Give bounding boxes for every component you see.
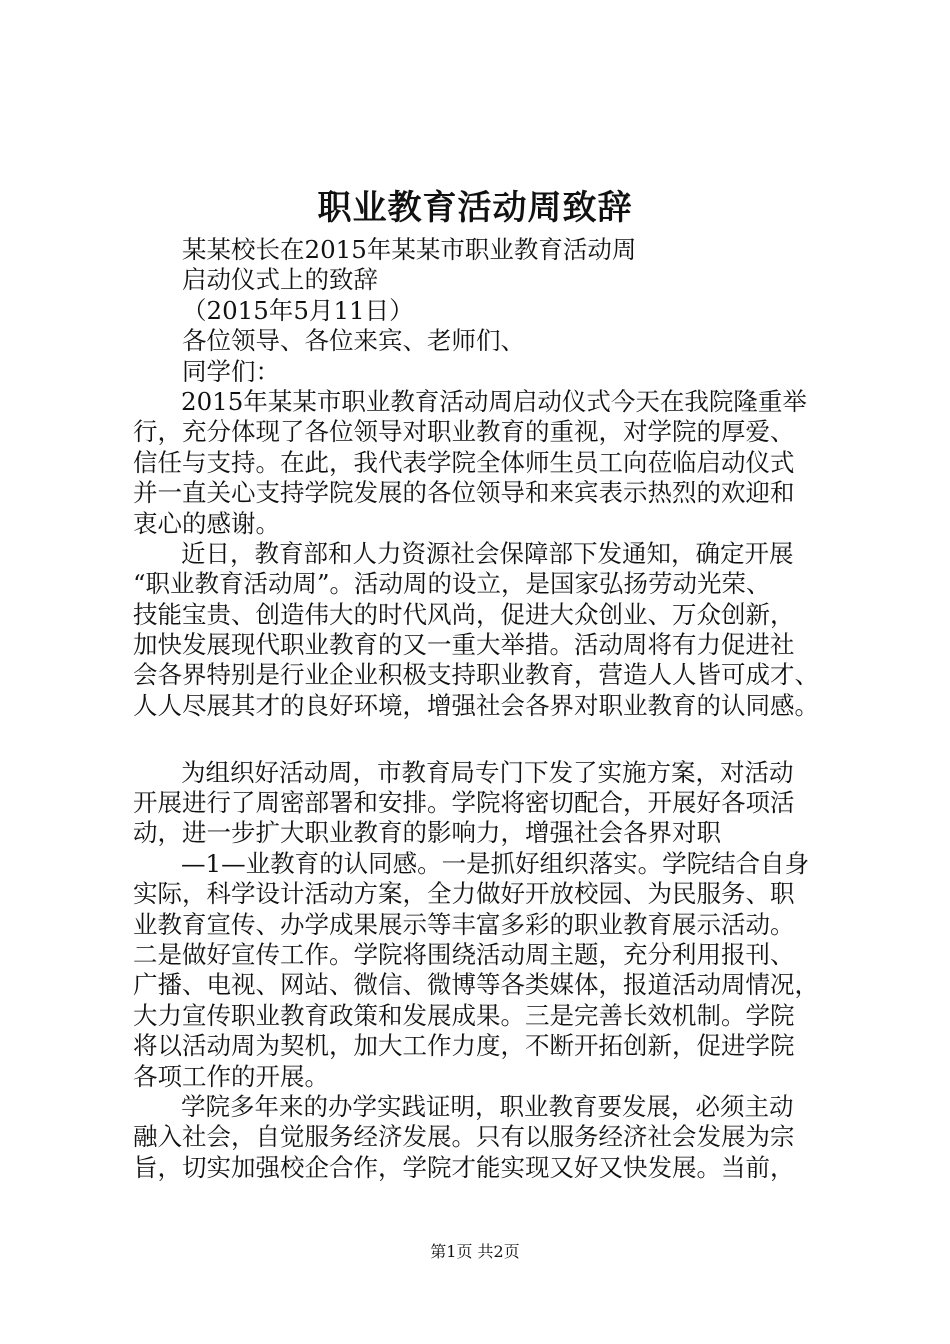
paragraph-line: 旨，切实加强校企合作，学院才能实现又好又快发展。当前， xyxy=(133,1152,795,1182)
paragraph-line: 各项工作的开展。 xyxy=(133,1061,329,1091)
document-body xyxy=(133,235,833,1183)
speech-date: （2015年5月11日） xyxy=(182,295,414,325)
subtitle-line-2: 启动仪式上的致辞 xyxy=(182,265,378,295)
paragraph-line: 人人尽展其才的良好环境，增强社会各界对职业教育的认同感。 xyxy=(133,690,819,720)
paragraph-line: 并一直关心支持学院发展的各位领导和来宾表示热烈的欢迎和 xyxy=(133,478,795,508)
paragraph-line: 技能宝贵、创造伟大的时代风尚，促进大众创业、万众创新， xyxy=(133,599,795,629)
paragraph-line: 将以活动周为契机，加大工作力度，不断开拓创新，促进学院 xyxy=(133,1031,795,1061)
paragraph-line: 为组织好活动周，市教育局专门下发了实施方案，对活动 xyxy=(181,757,794,787)
paragraph-line: 动，进一步扩大职业教育的影响力，增强社会各界对职 xyxy=(133,818,721,848)
paragraph-line: 开展进行了周密部署和安排。学院将密切配合，开展好各项活 xyxy=(133,788,795,818)
paragraph-line: 广播、电视、网站、微信、微博等各类媒体，报道活动周情况， xyxy=(133,970,819,1000)
salutation-line-1: 各位领导、各位来宾、老师们、 xyxy=(182,326,525,356)
paragraph-line: 二是做好宣传工作。学院将围绕活动周主题，充分利用报刊、 xyxy=(133,939,795,969)
paragraph-line: 近日，教育部和人力资源社会保障部下发通知，确定开展 xyxy=(181,538,794,568)
paragraph-line: 融入社会，自觉服务经济发展。只有以服务经济社会发展为宗 xyxy=(133,1122,795,1152)
page-footer: 第1页 共2页 xyxy=(430,1242,520,1261)
paragraph-line: —1—业教育的认同感。一是抓好组织落实。学院结合自身 xyxy=(181,848,810,878)
subtitle-line-1: 某某校长在2015年某某市职业教育活动周 xyxy=(182,235,637,264)
paragraph-line: 衷心的感谢。 xyxy=(133,508,280,538)
paragraph-line: 业教育宣传、办学成果展示等丰富多彩的职业教育展示活动。 xyxy=(133,909,795,939)
salutation-line-2: 同学们： xyxy=(182,356,280,386)
document-title: 职业教育活动周致辞 xyxy=(317,188,633,228)
paragraph-line: 行，充分体现了各位领导对职业教育的重视，对学院的厚爱、 xyxy=(133,417,795,447)
paragraph-line: 信任与支持。在此，我代表学院全体师生员工向莅临启动仪式 xyxy=(133,447,795,477)
paragraph-line: 实际，科学设计活动方案，全力做好开放校园、为民服务、职 xyxy=(133,879,795,909)
paragraph-line: 大力宣传职业教育政策和发展成果。三是完善长效机制。学院 xyxy=(133,1000,795,1030)
paragraph-line: 学院多年来的办学实践证明，职业教育要发展，必须主动 xyxy=(181,1091,794,1121)
paragraph-line: 会各界特别是行业企业积极支持职业教育，营造人人皆可成才、 xyxy=(133,660,819,690)
paragraph-line: 加快发展现代职业教育的又一重大举措。活动周将有力促进社 xyxy=(133,630,795,660)
paragraph-line: “职业教育活动周”。活动周的设立，是国家弘扬劳动光荣、 xyxy=(133,569,771,599)
paragraph-line: 2015年某某市职业教育活动周启动仪式今天在我院隆重举 xyxy=(181,386,807,416)
paragraph-spacer xyxy=(133,721,833,751)
